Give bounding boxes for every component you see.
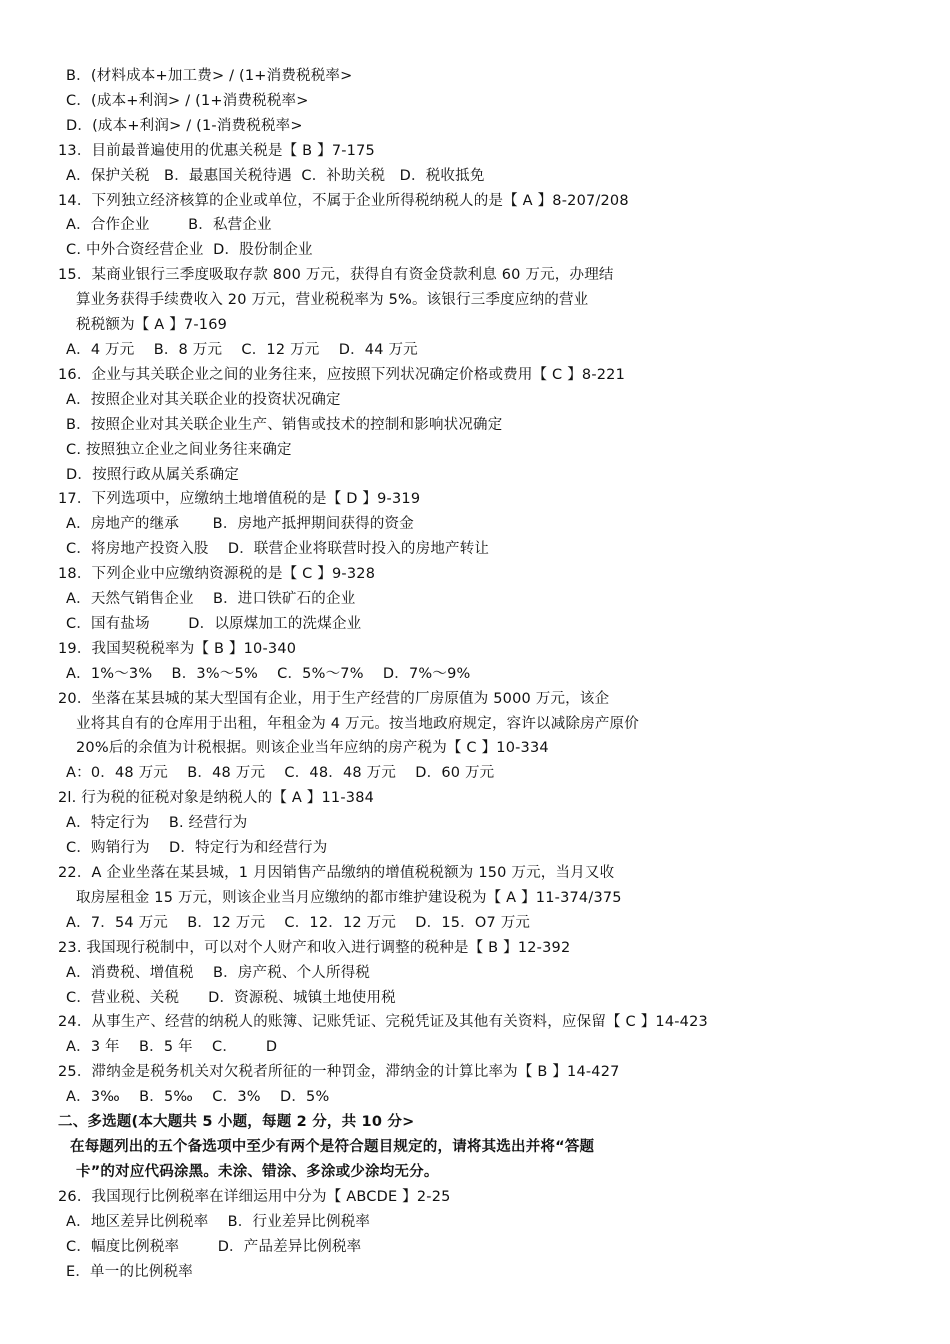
- text-line: A．3‰ B．5‰ C．3% D．5%: [66, 1089, 330, 1106]
- text-line: C．幅度比例税率 D．产品差异比例税率: [66, 1238, 362, 1255]
- text-line: C．将房地产投资入股 D．联营企业将联营时投入的房地产转让: [66, 541, 490, 558]
- text-line: D．(成本+利润> / (1-消费税税率>: [66, 117, 303, 134]
- text-line: 20．坐落在某县城的某大型国有企业，用于生产经营的厂房原值为 5000 万元，该企: [58, 690, 610, 707]
- text-line: C．购销行为 D．特定行为和经营行为: [66, 840, 328, 857]
- document-page: [0, 64, 950, 1284]
- text-line: A．房地产的继承 B．房地产抵押期间获得的资金: [66, 516, 414, 533]
- text-line: 税税额为【 A 】7-169: [76, 317, 228, 334]
- text-line: 15．某商业银行三季度吸取存款 800 万元，获得自有资金贷款利息 60 万元，办理结: [58, 267, 614, 284]
- text-line: B．按照企业对其关联企业生产、销售或技术的控制和影响状况确定: [66, 416, 503, 433]
- text-line: 卡”的对应代码涂黑。未涂、错涂、多涂或少涂均无分。: [76, 1163, 439, 1180]
- text-line: 业将其自有的仓库用于出租，年租金为 4 万元。按当地政府规定，容许以减除房产原价: [76, 715, 639, 732]
- text-line: 18．下列企业中应缴纳资源税的是【 C 】9-328: [58, 566, 376, 583]
- text-line: 算业务获得手续费收入 20 万元，营业税税率为 5%。该银行三季度应纳的营业: [76, 292, 589, 309]
- text-line: A．1%～3% B．3%～5% C．5%～7% D．7%～9%: [66, 665, 471, 682]
- text-line: 在每题列出的五个备选项中至少有两个是符合题目规定的，请将其选出并将“答题: [70, 1138, 595, 1155]
- text-line: A．特定行为 B. 经营行为: [66, 815, 248, 832]
- text-line: 取房屋租金 15 万元，则该企业当月应缴纳的都市维护建设税为【 A 】11-374/375: [76, 889, 622, 906]
- text-line: A．7．54 万元 B．12 万元 C．12．12 万元 D．15．O7 万元: [66, 914, 531, 931]
- text-line: C. 中外合资经营企业 D．股份制企业: [66, 242, 313, 259]
- text-line: 19．我国契税税率为【 B 】10-340: [58, 640, 297, 657]
- text-line: A．合作企业 B．私营企业: [66, 217, 272, 234]
- text-line: 24．从事生产、经营的纳税人的账簿、记账凭证、完税凭证及其他有关资料，应保留【 C 】14-423: [58, 1014, 708, 1031]
- text-line: C．(成本+利润> / (1+消费税税率>: [66, 92, 309, 109]
- text-line: 22．A 企业坐落在某县城，1 月因销售产品缴纳的增值税税额为 150 万元，当月又收: [58, 865, 615, 881]
- text-line: A．4 万元 B．8 万元 C．12 万元 D．44 万元: [66, 341, 418, 358]
- text-line: D．按照行政从属关系确定: [66, 466, 240, 483]
- text-line: 20%后的余值为计税根据。则该企业当年应纳的房产税为【 C 】10-334: [76, 740, 549, 757]
- text-line: A．天然气销售企业 B．进口铁矿石的企业: [66, 591, 356, 608]
- text-line: 16．企业与其关联企业之间的业务往来，应按照下列状况确定价格或费用【 C 】8-221: [58, 366, 626, 383]
- text-line: E．单一的比例税率: [66, 1263, 193, 1280]
- text-line: C. 按照独立企业之间业务往来确定: [66, 441, 292, 458]
- text-line: 17．下列选项中，应缴纳土地增值税的是【 D 】9-319: [58, 491, 421, 508]
- text-line: 25．滞纳金是税务机关对欠税者所征的一种罚金，滞纳金的计算比率为【 B 】14-427: [58, 1064, 620, 1081]
- text-line: A．地区差异比例税率 B．行业差异比例税率: [66, 1213, 371, 1230]
- text-line: A．保护关税 B．最惠国关税待遇 C．补助关税 D．税收抵免: [66, 167, 485, 184]
- text-line: 二、多选题(本大题共 5 小题，每题 2 分，共 10 分>: [58, 1114, 415, 1131]
- text-line: 26．我国现行比例税率在详细运用中分为【 ABCDE 】2-25: [58, 1188, 451, 1205]
- text-line: A：0．48 万元 B．48 万元 C．48．48 万元 D．60 万元: [66, 765, 495, 782]
- text-line: A．消费税、增值税 B．房产税、个人所得税: [66, 964, 371, 981]
- text-line: A．3 年 B．5 年 C． D: [66, 1039, 278, 1056]
- text-line: 14．下列独立经济核算的企业或单位，不属于企业所得税纳税人的是【 A 】8-207/208: [58, 192, 629, 209]
- text-line: C．国有盐场 D．以原煤加工的洗煤企业: [66, 615, 362, 632]
- text-line: B．(材料成本+加工费> / (1+消费税税率>: [66, 68, 353, 84]
- text-line: C．营业税、关税 D．资源税、城镇土地使用税: [66, 989, 396, 1006]
- text-line: A．按照企业对其关联企业的投资状况确定: [66, 391, 341, 408]
- text-line: 23. 我国现行税制中，可以对个人财产和收入进行调整的税种是【 B 】12-392: [58, 939, 571, 956]
- text-line: 2l. 行为税的征税对象是纳税人的【 A 】11-384: [58, 790, 375, 807]
- text-line: 13．目前最普遍使用的优惠关税是【 B 】7-175: [58, 142, 375, 159]
